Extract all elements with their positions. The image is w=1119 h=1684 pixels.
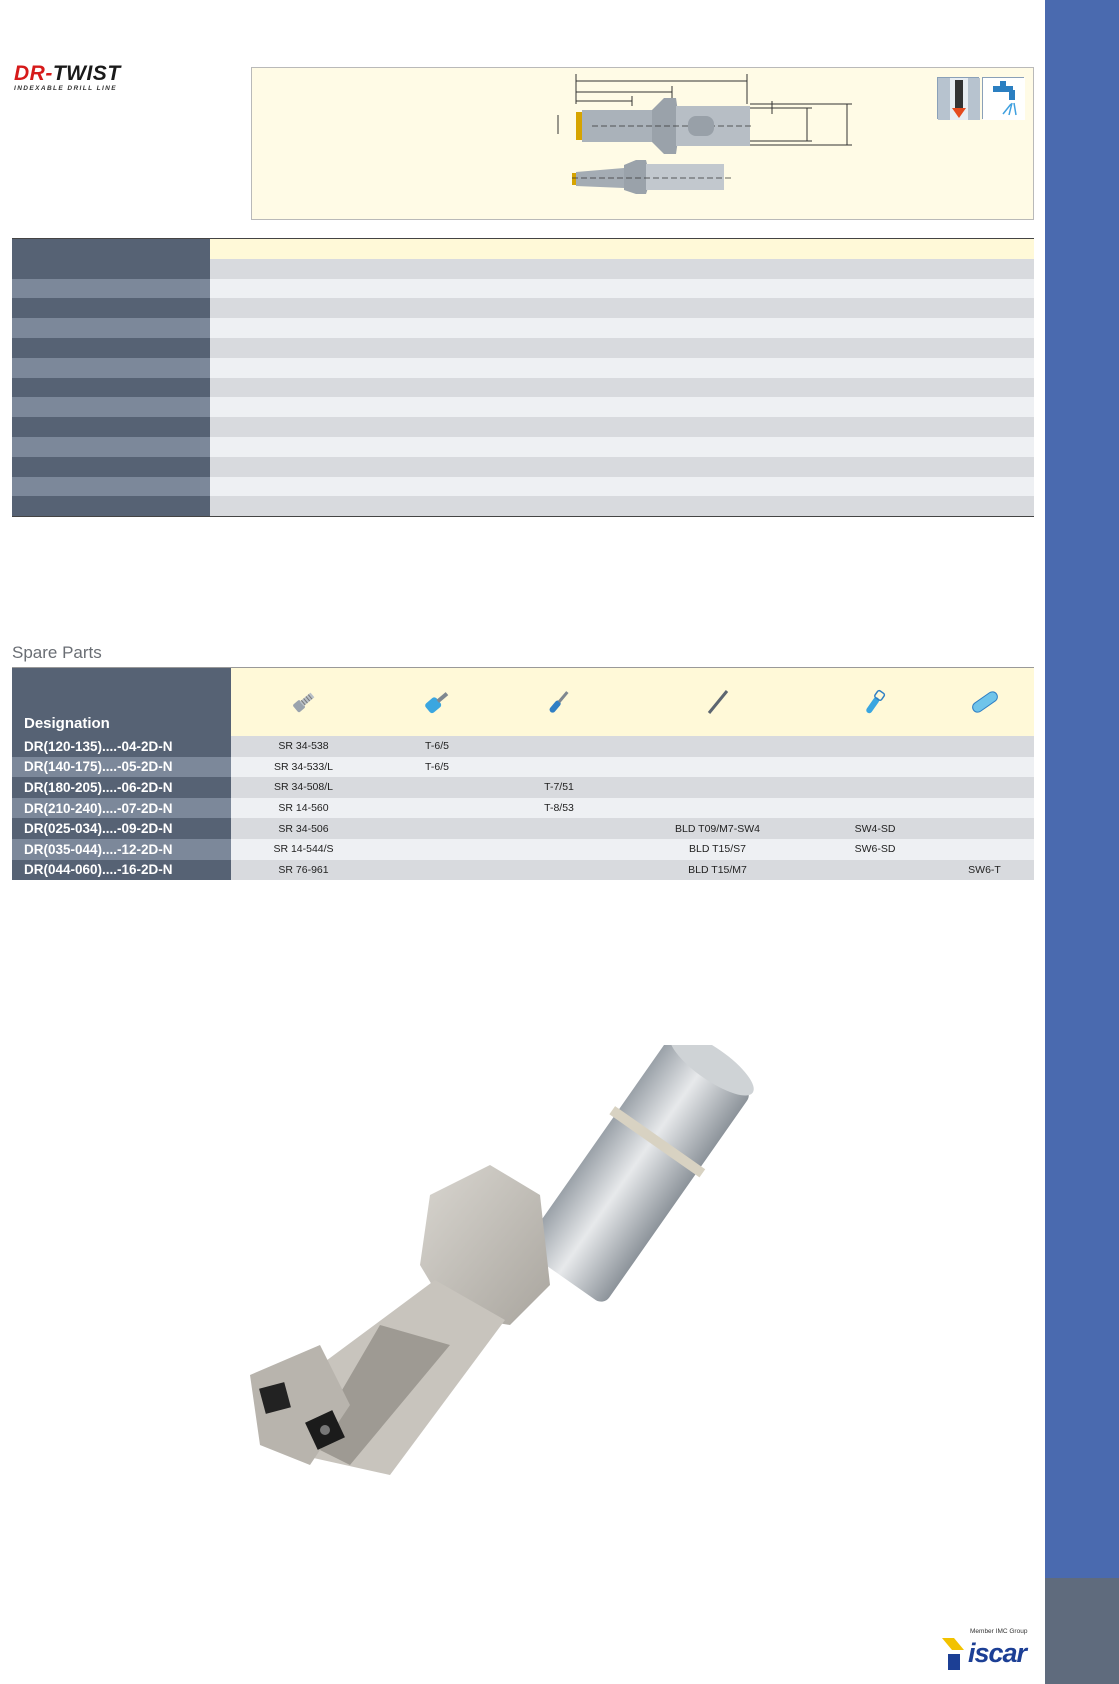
iscar-brand-logo <box>940 1628 1040 1678</box>
designation-cell: DR(035-044)....-12-2D-N <box>12 839 231 860</box>
designation-cell: DR(120-135)....-04-2D-N <box>12 736 231 757</box>
iscar-wordmark: iscar <box>968 1638 1027 1668</box>
part-cell: BLD T09/M7-SW4 <box>675 822 760 835</box>
logo-tagline: INDEXABLE DRILL LINE <box>14 85 117 92</box>
part-cell: T-6/5 <box>425 740 449 753</box>
part-cell <box>815 798 935 819</box>
technical-drawing-panel <box>251 67 1034 220</box>
designation-cell: DR(210-240)....-07-2D-N <box>12 798 231 819</box>
part-cell <box>620 757 815 778</box>
part-cell <box>815 736 935 757</box>
part-cell: SR 34-533/L <box>274 760 333 773</box>
part-cell <box>498 818 620 839</box>
table-row <box>12 736 1034 757</box>
part-cell: SW4-SD <box>854 822 896 835</box>
part-cell <box>376 818 498 839</box>
drill-dimension-drawing <box>252 68 1035 221</box>
part-cell: SR 14-544/S <box>273 843 334 856</box>
part-cell <box>498 839 620 860</box>
part-cell: T-6/5 <box>425 760 449 773</box>
part-cell <box>620 777 815 798</box>
part-cell: SR 34-506 <box>278 822 329 835</box>
table-row <box>12 860 1034 881</box>
part-cell: T-8/53 <box>544 802 574 815</box>
drill-product-photo <box>240 1045 780 1530</box>
part-cell <box>620 798 815 819</box>
part-cell: BLD T15/M7 <box>688 863 747 876</box>
spec-row <box>12 417 1034 437</box>
part-cell <box>376 860 498 881</box>
spec-row <box>12 477 1034 497</box>
designation-cell: DR(140-175)....-05-2D-N <box>12 757 231 778</box>
designation-cell: DR(025-034)....-09-2D-N <box>12 818 231 839</box>
part-cell: SR 14-560 <box>278 802 329 815</box>
designation-cell: DR(044-060)....-16-2D-N <box>12 860 231 881</box>
iscar-mark-icon <box>940 1636 968 1672</box>
part-cell <box>376 798 498 819</box>
insert-screw-icon <box>231 668 376 736</box>
part-cell <box>815 777 935 798</box>
torx-blade-icon <box>620 668 815 736</box>
spec-row <box>12 378 1034 398</box>
part-cell: SR 34-508/L <box>274 781 333 794</box>
spec-row <box>12 437 1034 457</box>
part-cell: SR 76-961 <box>278 863 329 876</box>
spec-row <box>12 358 1034 378</box>
table-row <box>12 818 1034 839</box>
part-cell: SR 34-538 <box>278 740 329 753</box>
part-cell: SW6-T <box>968 863 1001 876</box>
part-cell <box>498 757 620 778</box>
logo-prefix: DR- <box>14 62 53 85</box>
spec-row <box>12 338 1034 358</box>
part-cell: SW6-SD <box>854 843 896 856</box>
part-cell <box>815 860 935 881</box>
dr-twist-logo <box>14 64 134 92</box>
part-cell <box>815 757 935 778</box>
part-cell <box>498 736 620 757</box>
wrench-tool-icon <box>935 668 1034 736</box>
spec-row <box>12 298 1034 318</box>
page-tab <box>1045 1578 1119 1684</box>
spec-row <box>12 457 1034 477</box>
part-cell <box>935 736 1034 757</box>
part-cell <box>935 777 1034 798</box>
part-cell <box>376 839 498 860</box>
socket-wrench-icon <box>815 668 935 736</box>
spare-parts-table <box>12 667 1034 880</box>
spec-row <box>12 397 1034 417</box>
spec-row <box>12 259 1034 279</box>
spec-row <box>12 496 1034 516</box>
table-row <box>12 757 1034 778</box>
torx-screwdriver-icon <box>498 668 620 736</box>
spec-row <box>12 318 1034 338</box>
part-cell <box>935 839 1034 860</box>
torx-key-icon <box>376 668 498 736</box>
part-cell <box>620 736 815 757</box>
specification-table <box>12 238 1034 517</box>
table-row <box>12 777 1034 798</box>
designation-cell: DR(180-205)....-06-2D-N <box>12 777 231 798</box>
spec-header-row <box>12 239 1034 259</box>
coolant-tap-icon <box>982 77 1024 119</box>
part-cell <box>935 757 1034 778</box>
part-cell: T-7/51 <box>544 781 574 794</box>
part-cell <box>376 777 498 798</box>
logo-suffix: TWIST <box>52 62 121 85</box>
table-row <box>12 839 1034 860</box>
table-row <box>12 798 1034 819</box>
part-cell <box>935 818 1034 839</box>
part-cell <box>498 860 620 881</box>
member-imc-text: Member IMC Group <box>970 1628 1028 1635</box>
spec-row <box>12 279 1034 299</box>
spare-parts-title: Spare Parts <box>12 643 102 662</box>
spare-parts-header <box>12 667 1034 736</box>
designation-header: Designation <box>12 668 231 736</box>
side-color-band <box>1045 0 1119 1684</box>
part-cell: BLD T15/S7 <box>688 843 746 856</box>
blind-hole-icon <box>937 77 979 119</box>
part-cell <box>935 798 1034 819</box>
